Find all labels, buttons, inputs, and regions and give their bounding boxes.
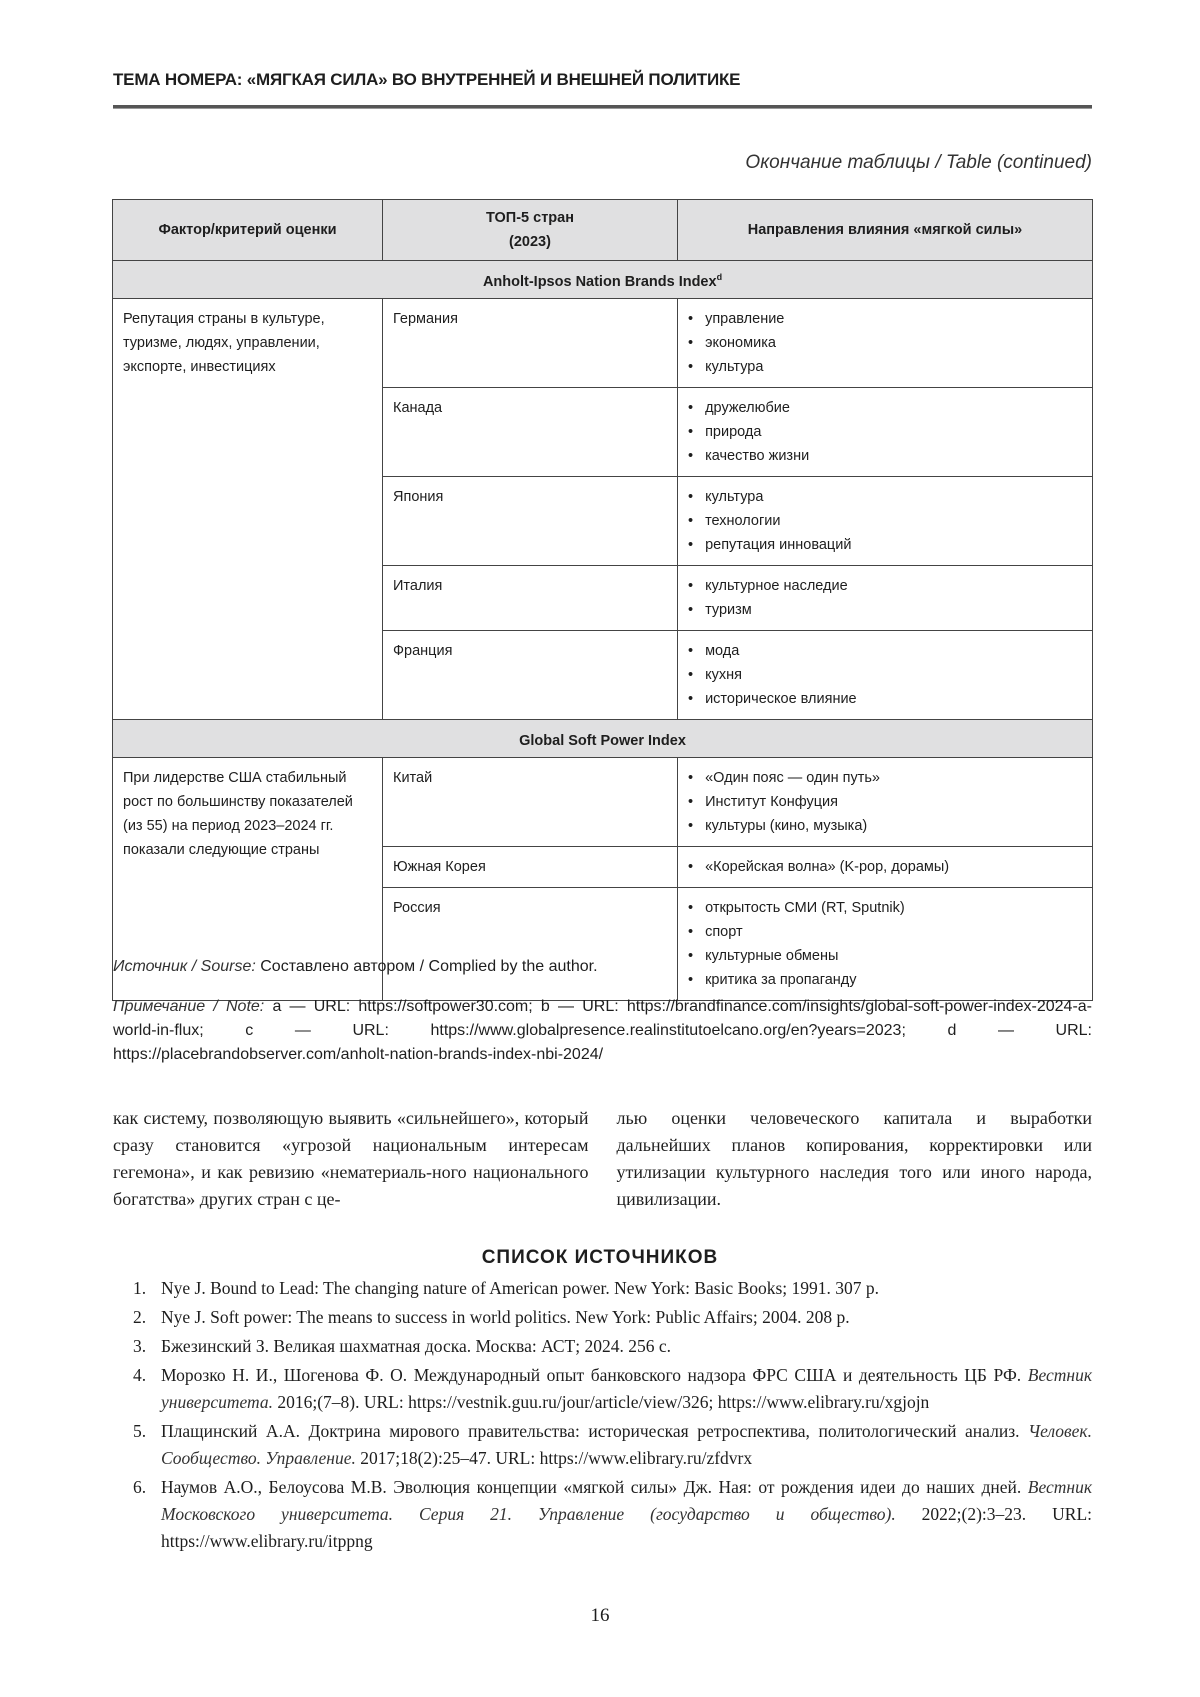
soft-power-table xyxy=(112,199,1093,1001)
country-cell: Германия xyxy=(383,298,678,387)
directions-cell xyxy=(678,565,1093,630)
direction-item: • природа xyxy=(688,420,1082,444)
direction-item: • «Один пояс — один путь» xyxy=(688,766,1082,790)
source-label: Источник / Sourse: xyxy=(113,958,256,975)
country-cell: Франция xyxy=(383,630,678,719)
factor-cell: При лидерстве США стабильный рост по большинству показателей (из 55) на период 2023–2024 гг. показали следующие страны xyxy=(113,757,383,1000)
directions-cell xyxy=(678,476,1093,565)
direction-item: • технологии xyxy=(688,509,1082,533)
references-list xyxy=(113,1275,1092,1557)
section-row xyxy=(113,719,1093,757)
reference-item: 1. Nye J. Bound to Lead: The changing nature of American power. New York: Basic Books; 1991. 307 p. xyxy=(133,1278,880,1298)
factor-cell: Репутация страны в культуре, туризме, людях, управлении, экспорте, инвестициях xyxy=(113,298,383,719)
note-label: Примечание / Note: xyxy=(113,998,265,1015)
reference-item: 3. Бжезинский З. Великая шахматная доска. Москва: АСТ; 2024. 256 с. xyxy=(133,1336,671,1356)
table-note xyxy=(113,995,1092,1067)
direction-item: • кухня xyxy=(688,663,1082,687)
direction-item: • качество жизни xyxy=(688,444,1082,468)
direction-item: • дружелюбие xyxy=(688,396,1082,420)
direction-item: • историческое влияние xyxy=(688,687,1082,711)
header-rule xyxy=(113,105,1092,109)
table-header-row xyxy=(113,200,1093,261)
directions-cell xyxy=(678,387,1093,476)
section-title: Global Soft Power Index xyxy=(113,719,1093,757)
direction-item: • культура xyxy=(688,355,1082,379)
section-row xyxy=(113,261,1093,299)
directions-cell xyxy=(678,298,1093,387)
direction-item: • критика за пропаганду xyxy=(688,968,1082,992)
col-header-factor: Фактор/критерий оценки xyxy=(113,200,383,261)
directions-cell xyxy=(678,757,1093,846)
direction-item: • «Корейская волна» (K-pop, дорамы) xyxy=(688,855,1082,879)
directions-cell xyxy=(678,630,1093,719)
reference-item: 6. Наумов А.О., Белоусова М.В. Эволюция концепции «мягкой силы» Дж. Ная: от рождения идеи до наших дней. Вестник Московского университета. Серия 21. Управление (государство и общество). 2022;(2):3–23. URL: https://www.elibrary.ru/itppng xyxy=(133,1477,1093,1551)
direction-item: • репутация инноваций xyxy=(688,533,1082,557)
direction-item: • культурное наследие xyxy=(688,574,1082,598)
direction-item: • спорт xyxy=(688,920,1082,944)
country-cell: Италия xyxy=(383,565,678,630)
direction-item: • экономика xyxy=(688,331,1082,355)
source-text: Составлено автором / Complied by the author. xyxy=(255,958,598,975)
table-source xyxy=(113,958,598,976)
direction-item: • культура xyxy=(688,485,1082,509)
reference-item: 4. Морозко Н. И., Шогенова Ф. О. Международный опыт банковского надзора ФРС США и деятельность ЦБ РФ. Вестник университета. 2016;(7–8). URL: https://vestnik.guu.ru/jour/article/view/326; https://www.elibrary.ru/xgjojn xyxy=(133,1365,1092,1412)
table-row xyxy=(113,757,1093,846)
directions-cell xyxy=(678,887,1093,1000)
direction-item: • туризм xyxy=(688,598,1082,622)
references-heading: СПИСОК ИСТОЧНИКОВ xyxy=(481,1247,719,1268)
body-column-right: лью оценки человеческого капитала и выработки дальнейших планов копирования, корректировки или утилизации культурного наследия того или иного народа, цивилизации. xyxy=(616,1108,1092,1209)
direction-item: • Институт Конфуция xyxy=(688,790,1082,814)
direction-item: • культуры (кино, музыка) xyxy=(688,814,1082,838)
page-number: 16 xyxy=(590,1605,610,1626)
country-cell: Китай xyxy=(383,757,678,846)
running-header: ТЕМА НОМЕРА: «МЯГКАЯ СИЛА» ВО ВНУТРЕННЕЙ И ВНЕШНЕЙ ПОЛИТИКЕ xyxy=(113,70,741,89)
table-continued-label: Окончание таблицы / Table (continued) xyxy=(745,152,1092,173)
direction-item: • мода xyxy=(688,639,1082,663)
country-cell: Япония xyxy=(383,476,678,565)
note-text: a — URL: https://softpower30.com; b — URL: https://brandfinance.com/insights/global-soft-power-index-2024-a-world-in-flux; c — URL: https://www.globalpresence.realinstitutoelcano.org/en?years=2023; d — URL: https://placebrandobserver.com/anholt-nation-brands-index-nbi-2024/ xyxy=(113,998,1092,1063)
direction-item: • управление xyxy=(688,307,1082,331)
direction-item: • культурные обмены xyxy=(688,944,1082,968)
directions-cell xyxy=(678,846,1093,887)
col-header-top5 xyxy=(383,200,678,261)
year-label: (2023) xyxy=(509,234,551,250)
direction-item: • открытость СМИ (RT, Sputnik) xyxy=(688,896,1082,920)
body-column-left: как систему, позволяющую выявить «сильнейшего», который сразу становится «угрозой национальным интересам гегемона», и как ревизию «нематериаль-ного национального богатства» других стран с це- xyxy=(113,1108,589,1209)
col-header-directions: Направления влияния «мягкой силы» xyxy=(678,200,1093,261)
body-text xyxy=(113,1105,1092,1213)
country-cell: Канада xyxy=(383,387,678,476)
table-row xyxy=(113,298,1093,387)
top5-label: ТОП-5 стран xyxy=(486,210,574,226)
reference-item: 5. Плащинский А.А. Доктрина мирового правительства: историческая ретроспектива, политологический анализ. Человек. Сообщество. Управление. 2017;18(2):25–47. URL: https://www.elibrary.ru/zfdvrx xyxy=(133,1421,1092,1468)
reference-item: 2. Nye J. Soft power: The means to success in world politics. New York: Public Affairs; 2004. 208 p. xyxy=(133,1307,850,1327)
section-title: Anholt-Ipsos Nation Brands Index$^d$ xyxy=(113,261,1093,299)
country-cell: Южная Корея xyxy=(383,846,678,887)
country-cell: Россия xyxy=(383,887,678,1000)
